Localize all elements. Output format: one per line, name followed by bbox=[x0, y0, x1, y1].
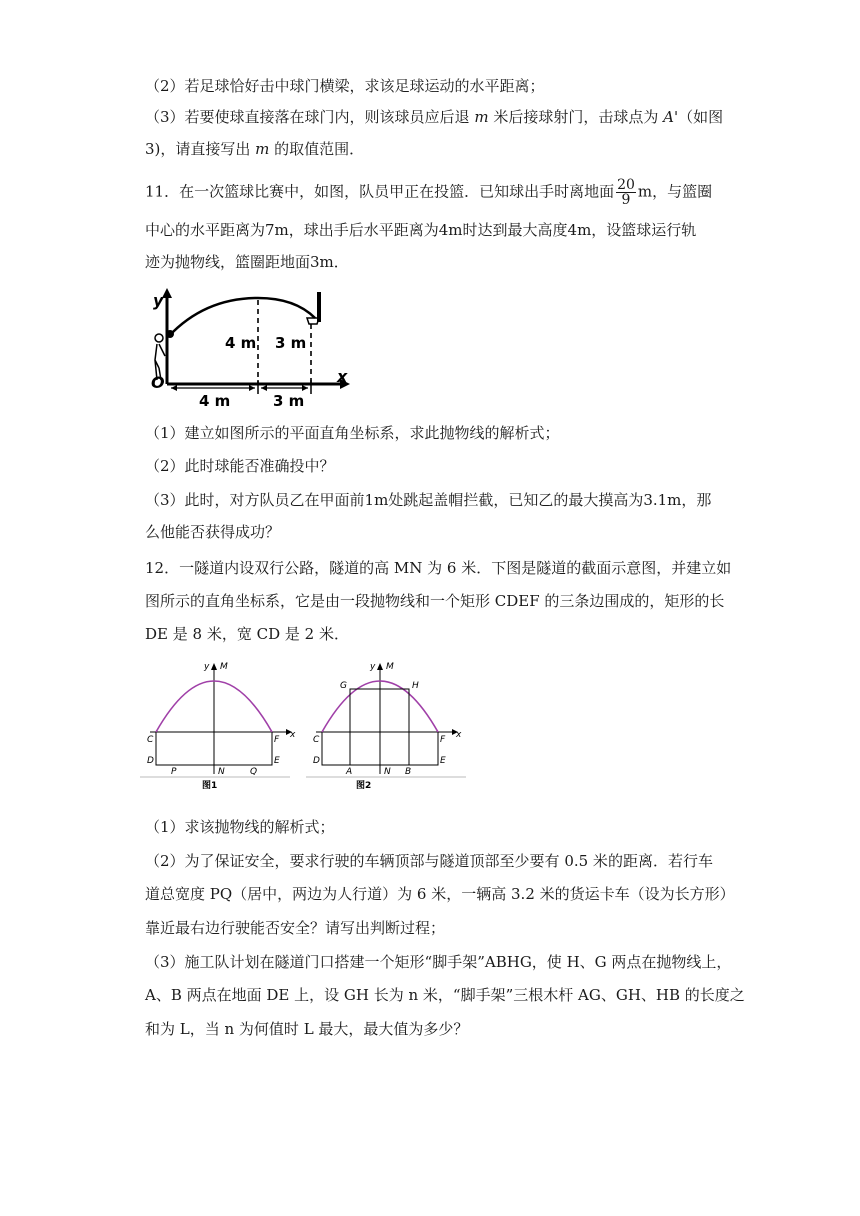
point-a-prime: A' bbox=[663, 108, 679, 126]
f2-G: G bbox=[340, 681, 347, 691]
f1-Q: Q bbox=[250, 767, 258, 777]
q10-part3-text-b: 米后接球射门，击球点为 bbox=[488, 108, 664, 126]
q10-part3-text-a: （3）若要使球直接落在球门内，则该球员应后退 bbox=[145, 108, 475, 126]
f1-x: x bbox=[290, 730, 296, 740]
tunnel-figure-2 bbox=[306, 656, 466, 791]
q12-part3-line3: 和为 L，当 n 为何值时 L 最大，最大值为多少？ bbox=[145, 1020, 469, 1038]
fig-dist-right: 3 m bbox=[273, 392, 305, 410]
f2-x: x bbox=[456, 730, 462, 740]
fig-height-right: 3 m bbox=[275, 334, 307, 352]
fig-dist-left: 4 m bbox=[199, 392, 231, 410]
q10-part3-text-e: 的取值范围． bbox=[269, 140, 365, 158]
fraction-numerator: 20 bbox=[617, 177, 635, 193]
q12-part1: （1）求该抛物线的解析式； bbox=[145, 818, 335, 836]
f2-N: N bbox=[384, 767, 391, 777]
f1-M: M bbox=[220, 662, 228, 672]
q12-line2: 图所示的直角坐标系，它是由一段抛物线和一个矩形 CDEF 的三条边围成的，矩形的长 bbox=[145, 592, 725, 610]
tunnel-figure-1 bbox=[140, 656, 300, 791]
f2-caption: 图2 bbox=[356, 781, 372, 791]
fig-height-left: 4 m bbox=[225, 334, 257, 352]
var-m: m bbox=[474, 108, 489, 126]
f1-N: N bbox=[218, 767, 225, 777]
q11-line2: 中心的水平距离为7m，球出手后水平距离为4m时达到最大高度4m，设篮球运行轨 bbox=[145, 221, 697, 239]
q11-text-a: 11．在一次篮球比赛中，如图，队员甲正在投篮．已知球出手时离地面 bbox=[145, 182, 615, 201]
q10-part3-text-d: 3)，请直接写出 bbox=[145, 140, 256, 158]
q12-line3: DE 是 8 米，宽 CD 是 2 米． bbox=[145, 625, 349, 643]
f2-A: A bbox=[346, 767, 353, 777]
fig-y-label: y bbox=[153, 291, 164, 310]
f1-F: F bbox=[274, 735, 280, 745]
q11-part3-line1: （3）此时，对方队员乙在甲面前1m处跳起盖帽拦截，已知乙的最大摸高为3.1m，那 bbox=[145, 491, 712, 509]
q10-part3-text-c: （如图 bbox=[678, 108, 724, 126]
q12-part3-line1: （3）施工队计划在隧道门口搭建一个矩形“脚手架”ABHG，使 H、G 两点在抛物线上， bbox=[145, 953, 732, 971]
q11-text-b: m，与篮圈 bbox=[637, 182, 713, 201]
f1-P: P bbox=[171, 767, 177, 777]
f2-C: C bbox=[313, 735, 320, 745]
q10-part2: （2）若足球恰好击中球门横梁，求该足球运动的水平距离； bbox=[145, 77, 545, 95]
q10-part3-line2 bbox=[145, 139, 364, 159]
q12-part3-line2: A、B 两点在地面 DE 上，设 GH 长为 n 米，“脚手架”三根木杆 AG、GH、HB 的长度之 bbox=[145, 986, 745, 1004]
q11-line1 bbox=[145, 178, 712, 207]
q12-line1: 12．一隧道内设双行公路，隧道的高 MN 为 6 米．下图是隧道的截面示意图，并建立如 bbox=[145, 559, 732, 577]
q12-part2-line1: （2）为了保证安全，要求行驶的车辆顶部与隧道顶部至少要有 0.5 米的距离．若行车 bbox=[145, 852, 713, 870]
f2-E: E bbox=[440, 756, 446, 766]
f1-E: E bbox=[274, 756, 280, 766]
f2-M: M bbox=[386, 662, 394, 672]
f1-y: y bbox=[204, 662, 210, 672]
q11-part3-line2: 么他能否获得成功？ bbox=[145, 523, 281, 541]
f2-B: B bbox=[405, 767, 412, 777]
fraction-denominator: 9 bbox=[621, 192, 631, 208]
var-m: m bbox=[255, 140, 270, 158]
f2-H: H bbox=[412, 681, 419, 691]
f2-D: D bbox=[313, 756, 320, 766]
basketball-figure bbox=[145, 288, 365, 408]
f1-D: D bbox=[147, 756, 154, 766]
fig-origin-label: O bbox=[151, 373, 165, 392]
q12-part2-line2: 道总宽度 PQ（居中，两边为人行道）为 6 米，一辆高 3.2 米的货运卡车（设为长方形） bbox=[145, 885, 735, 903]
q10-part3-line1 bbox=[145, 107, 723, 127]
f1-caption: 图1 bbox=[202, 781, 218, 791]
fig-x-label: x bbox=[337, 367, 348, 386]
q11-line3: 迹为抛物线，篮圈距地面3m． bbox=[145, 253, 349, 271]
f1-C: C bbox=[147, 735, 154, 745]
q11-part1: （1）建立如图所示的平面直角坐标系，求此抛物线的解析式； bbox=[145, 424, 560, 442]
f2-F: F bbox=[440, 735, 446, 745]
f2-y: y bbox=[370, 662, 376, 672]
q12-part2-line3: 靠近最右边行驶能否安全？请写出判断过程； bbox=[145, 919, 446, 937]
q11-part2: （2）此时球能否准确投中？ bbox=[145, 457, 335, 475]
fraction-20-9 bbox=[616, 178, 636, 207]
